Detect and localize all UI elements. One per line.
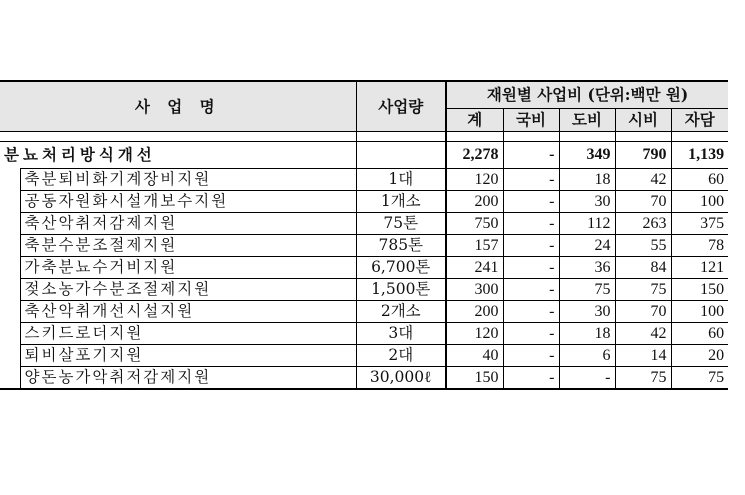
row-quantity: 6,700톤 (356, 257, 446, 279)
row-project-name: 축분수분조절제지원 (20, 235, 356, 257)
row-project-name: 젖소농가수분조절제지원 (20, 279, 356, 301)
row-self: 100 (671, 301, 728, 323)
row-quantity: 2대 (356, 345, 446, 367)
row-national: - (503, 169, 559, 191)
row-self: 20 (671, 345, 728, 367)
detail-rows (0, 169, 728, 390)
row-city: 75 (615, 367, 671, 390)
row-quantity: 1대 (356, 169, 446, 191)
total-row-city: 790 (615, 142, 671, 169)
row-quantity: 1개소 (356, 191, 446, 213)
header-row-1 (0, 81, 728, 109)
row-total: 150 (446, 367, 503, 390)
row-indent (0, 235, 20, 257)
col-total-header: 계 (446, 109, 503, 132)
total-row-total: 2,278 (446, 142, 503, 169)
row-national: - (503, 213, 559, 235)
row-national: - (503, 191, 559, 213)
header-gap (0, 132, 728, 142)
table-row (0, 213, 728, 235)
total-row-self: 1,139 (671, 142, 728, 169)
row-self: 60 (671, 323, 728, 345)
row-indent (0, 213, 20, 235)
row-national: - (503, 345, 559, 367)
row-quantity: 1,500톤 (356, 279, 446, 301)
table-row (0, 279, 728, 301)
row-provincial: 30 (559, 301, 615, 323)
row-provincial: 18 (559, 169, 615, 191)
row-self: 121 (671, 257, 728, 279)
row-city: 263 (615, 213, 671, 235)
table-row (0, 191, 728, 213)
row-total: 120 (446, 169, 503, 191)
row-self: 100 (671, 191, 728, 213)
table-row (0, 169, 728, 191)
table-row (0, 367, 728, 390)
row-quantity: 785톤 (356, 235, 446, 257)
table-row (0, 345, 728, 367)
row-national: - (503, 279, 559, 301)
row-provincial: 18 (559, 323, 615, 345)
funding-group-header: 재원별 사업비 (단위:백만 원) (446, 81, 728, 109)
row-indent (0, 367, 20, 390)
project-name-header: 사 업 명 (0, 81, 356, 132)
row-self: 60 (671, 169, 728, 191)
row-self: 75 (671, 367, 728, 390)
row-city: 42 (615, 323, 671, 345)
row-project-name: 가축분뇨수거비지원 (20, 257, 356, 279)
row-quantity: 75톤 (356, 213, 446, 235)
row-indent (0, 301, 20, 323)
col-provincial-header: 도비 (559, 109, 615, 132)
row-indent (0, 323, 20, 345)
quantity-header: 사업량 (356, 81, 446, 132)
row-project-name: 축산악취개선시설지원 (20, 301, 356, 323)
col-national-header: 국비 (503, 109, 559, 132)
table-row (0, 301, 728, 323)
row-city: 70 (615, 301, 671, 323)
row-total: 157 (446, 235, 503, 257)
total-row-national: - (503, 142, 559, 169)
row-indent (0, 169, 20, 191)
row-project-name: 축산악취저감제지원 (20, 213, 356, 235)
row-project-name: 양돈농가악취저감제지원 (20, 367, 356, 390)
table-row (0, 323, 728, 345)
row-provincial: 30 (559, 191, 615, 213)
row-provincial: - (559, 367, 615, 390)
row-city: 42 (615, 169, 671, 191)
row-quantity: 30,000ℓ (356, 367, 446, 390)
row-total: 200 (446, 191, 503, 213)
row-national: - (503, 257, 559, 279)
row-provincial: 24 (559, 235, 615, 257)
row-city: 14 (615, 345, 671, 367)
row-national: - (503, 323, 559, 345)
row-project-name: 스키드로더지원 (20, 323, 356, 345)
row-self: 375 (671, 213, 728, 235)
row-project-name: 축분퇴비화기계장비지원 (20, 169, 356, 191)
row-total: 241 (446, 257, 503, 279)
row-national: - (503, 367, 559, 390)
row-city: 55 (615, 235, 671, 257)
row-national: - (503, 235, 559, 257)
total-row (0, 142, 728, 169)
row-city: 84 (615, 257, 671, 279)
row-self: 150 (671, 279, 728, 301)
col-city-header: 시비 (615, 109, 671, 132)
row-total: 120 (446, 323, 503, 345)
row-indent (0, 345, 20, 367)
row-provincial: 36 (559, 257, 615, 279)
row-provincial: 6 (559, 345, 615, 367)
row-indent (0, 279, 20, 301)
table-row (0, 235, 728, 257)
row-total: 200 (446, 301, 503, 323)
row-national: - (503, 301, 559, 323)
row-quantity: 3대 (356, 323, 446, 345)
row-provincial: 112 (559, 213, 615, 235)
table-row (0, 257, 728, 279)
row-indent (0, 191, 20, 213)
col-self-header: 자담 (671, 109, 728, 132)
row-project-name: 공동자원화시설개보수지원 (20, 191, 356, 213)
row-city: 75 (615, 279, 671, 301)
row-total: 300 (446, 279, 503, 301)
row-indent (0, 257, 20, 279)
total-row-provincial: 349 (559, 142, 615, 169)
row-city: 70 (615, 191, 671, 213)
total-row-name: 분뇨처리방식개선 (4, 145, 156, 164)
row-total: 750 (446, 213, 503, 235)
row-project-name: 퇴비살포기지원 (20, 345, 356, 367)
row-total: 40 (446, 345, 503, 367)
row-self: 78 (671, 235, 728, 257)
row-provincial: 75 (559, 279, 615, 301)
budget-table (0, 80, 728, 390)
row-quantity: 2개소 (356, 301, 446, 323)
